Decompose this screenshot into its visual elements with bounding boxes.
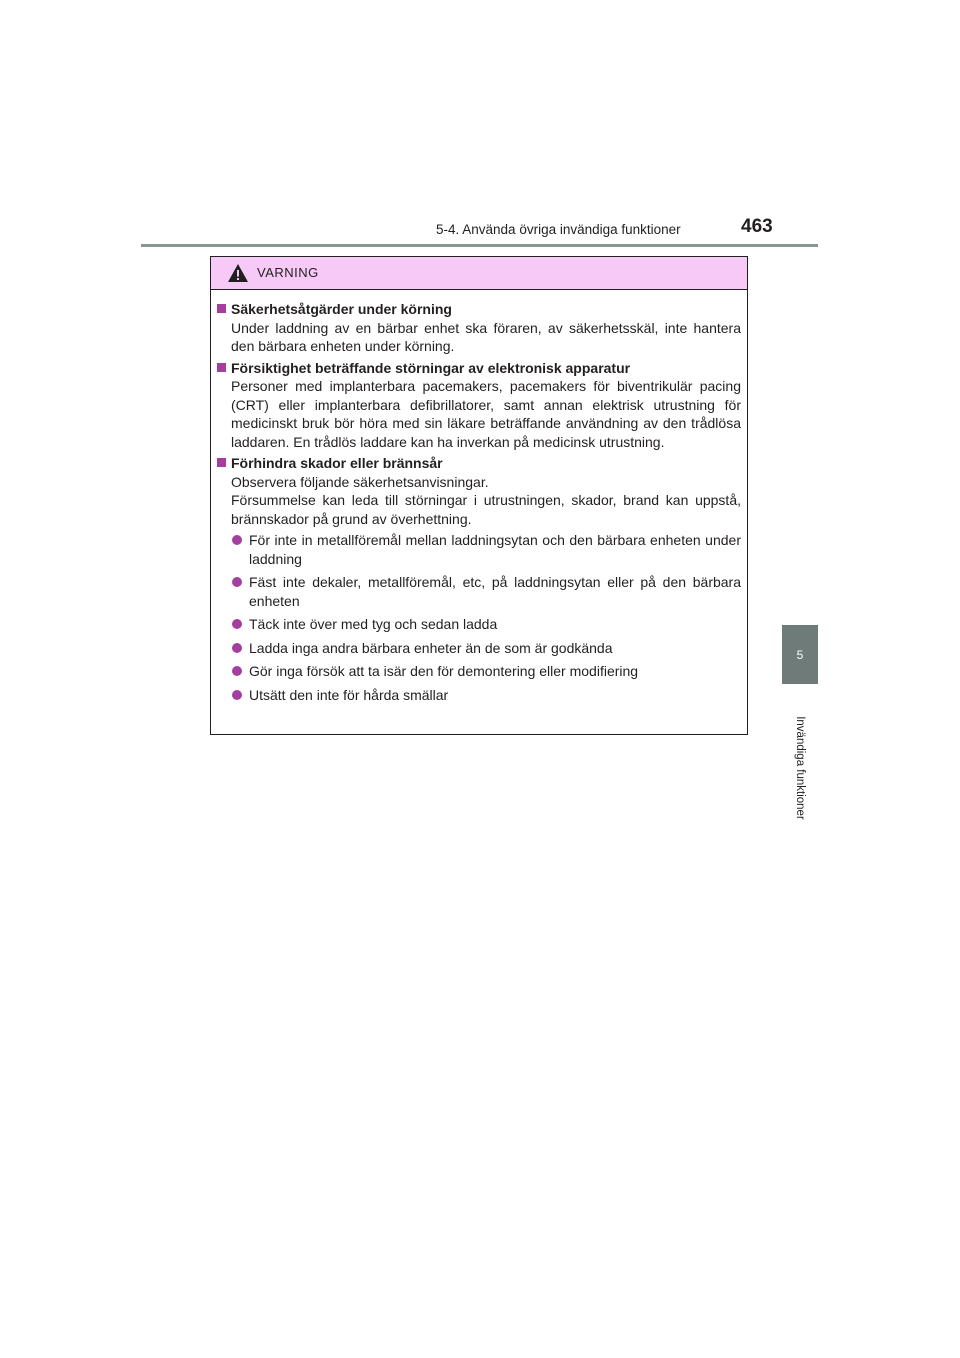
section-heading	[217, 300, 741, 319]
round-bullet-icon	[232, 619, 242, 629]
chapter-label: Invändiga funktioner	[794, 716, 806, 820]
warning-section	[217, 359, 741, 452]
round-bullet-icon	[232, 535, 242, 545]
warning-section	[217, 454, 741, 704]
list-item	[217, 573, 741, 610]
square-bullet-icon	[217, 304, 226, 313]
warning-label: VARNING	[257, 265, 319, 280]
header-divider	[141, 244, 818, 247]
list-item-text: Gör inga försök att ta isär den för demontering eller modifiering	[249, 663, 639, 679]
warning-body	[211, 290, 747, 704]
round-bullet-icon	[232, 690, 242, 700]
warning-triangle-icon	[227, 263, 249, 283]
section-paragraph: Under laddning av en bärbar enhet ska föraren, av säkerhetsskäl, inte hantera den bärbara enheten under körning.	[231, 319, 741, 354]
section-title: 5-4. Använda övriga invändiga funktioner	[436, 222, 681, 237]
page-number: 463	[741, 216, 773, 237]
section-paragraph: Observera följande säkerhetsanvisningar.	[231, 473, 489, 490]
list-item	[217, 639, 741, 658]
chapter-tab[interactable]	[782, 625, 818, 684]
list-item	[217, 615, 741, 634]
warning-box	[210, 256, 748, 735]
round-bullet-icon	[232, 643, 242, 653]
section-paragraph: Försummelse kan leda till störningar i utrustningen, skador, brand kan uppstå, brännskador på grund av överhettning.	[231, 492, 741, 527]
section-paragraph: Personer med implanterbara pacemakers, pacemakers för biventrikulär pacing (CRT) eller implanterbara defibrillatorer, samt annan elektrisk utrustning för medicinskt bruk bör höra med sin läkare beträffande användning av den trådlösa laddaren. En trådlös laddare kan ha inverkan på medicinsk utrustning.	[231, 378, 741, 450]
list-item-text: Fäst inte dekaler, metallföremål, etc, på laddningsytan eller på den bärbara enheten	[249, 574, 741, 609]
list-item-text: Ladda inga andra bärbara enheter än de som är godkända	[249, 639, 613, 656]
list-item	[217, 531, 741, 568]
warning-section	[217, 300, 741, 356]
chapter-number: 5	[796, 647, 804, 662]
round-bullet-icon	[232, 577, 242, 587]
section-heading-text: Säkerhetsåtgärder under körning	[231, 301, 452, 317]
square-bullet-icon	[217, 363, 226, 372]
list-item-text: Täck inte över med tyg och sedan ladda	[249, 616, 498, 632]
section-heading	[217, 454, 741, 473]
square-bullet-icon	[217, 458, 226, 467]
warning-header	[211, 257, 747, 290]
list-item	[217, 686, 741, 705]
section-heading-text: Förhindra skador eller brännsår	[231, 455, 443, 471]
section-heading-text: Försiktighet beträffande störningar av elektronisk apparatur	[231, 359, 631, 376]
list-item-text: För inte in metallföremål mellan laddningsytan och den bärbara enheten under laddning	[249, 532, 741, 567]
section-heading	[217, 359, 741, 378]
list-item-text: Utsätt den inte för hårda smällar	[249, 686, 449, 703]
list-item	[217, 662, 741, 681]
round-bullet-icon	[232, 666, 242, 676]
